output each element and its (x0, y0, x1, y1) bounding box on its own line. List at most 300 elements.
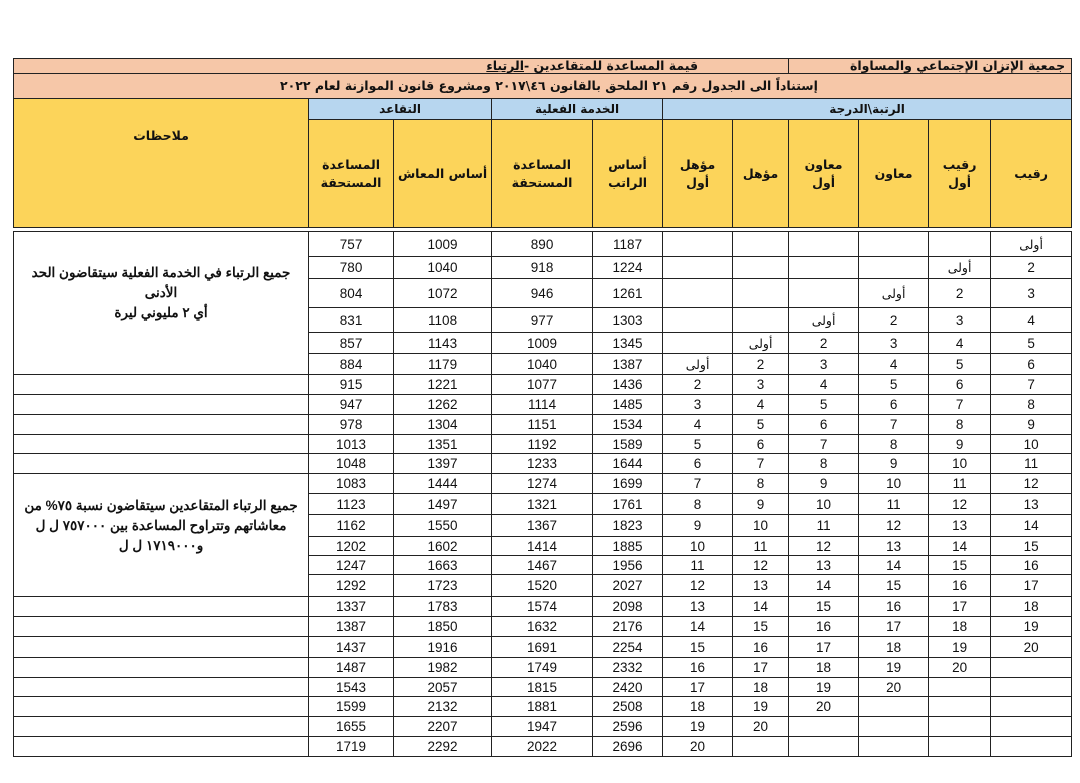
cell-muawin: 14 (859, 556, 929, 575)
sheet-title-emphasis: الرتباء (486, 58, 524, 73)
cell-pension-base: 1262 (394, 395, 492, 415)
cell-raqib (991, 658, 1072, 678)
cell-muawin-awwal: 17 (789, 637, 859, 658)
cell-retired-aid: 780 (309, 257, 394, 279)
note-empty (14, 637, 309, 658)
cell-muahhal (733, 737, 789, 757)
cell-active-aid: 946 (492, 279, 593, 308)
cell-muawin: 10 (859, 474, 929, 494)
cell-muawin-awwal: 20 (789, 697, 859, 717)
group-retirement: التقاعد (309, 99, 492, 120)
cell-muawin-awwal: 14 (789, 575, 859, 597)
cell-retired-aid: 978 (309, 415, 394, 435)
table-row (14, 435, 1072, 454)
cell-retired-aid: 915 (309, 375, 394, 395)
cell-raqib: 17 (991, 575, 1072, 597)
cell-muahhal: 9 (733, 494, 789, 515)
cell-muawin (859, 697, 929, 717)
cell-muahhal-awwal: 13 (663, 597, 733, 617)
cell-active-aid: 890 (492, 232, 593, 257)
table-row (14, 658, 1072, 678)
cell-pension-base: 1850 (394, 617, 492, 637)
cell-active-base-salary: 2596 (593, 717, 663, 737)
cell-raqib: أولى (991, 232, 1072, 257)
cell-muawin-awwal: 7 (789, 435, 859, 454)
cell-pension-base: 1602 (394, 537, 492, 556)
cell-muawin: 2 (859, 308, 929, 333)
cell-muahhal-awwal: 11 (663, 556, 733, 575)
cell-muawin (859, 717, 929, 737)
cell-muawin-awwal: 6 (789, 415, 859, 435)
cell-muahhal: 15 (733, 617, 789, 637)
cell-active-aid: 1520 (492, 575, 593, 597)
cell-muawin: 17 (859, 617, 929, 637)
cell-muahhal: 12 (733, 556, 789, 575)
cell-pension-base: 2292 (394, 737, 492, 757)
cell-raqib: 12 (991, 474, 1072, 494)
col-raqib-awwal: رقيب أول (929, 120, 991, 228)
cell-muahhal (733, 232, 789, 257)
cell-muahhal-awwal: 17 (663, 678, 733, 697)
cell-active-aid: 1321 (492, 494, 593, 515)
cell-muahhal: 10 (733, 515, 789, 537)
cell-raqib-awwal: 5 (929, 354, 991, 375)
cell-active-aid: 1749 (492, 658, 593, 678)
cell-active-base-salary: 1387 (593, 354, 663, 375)
cell-raqib: 18 (991, 597, 1072, 617)
cell-active-aid: 1367 (492, 515, 593, 537)
cell-raqib-awwal: 13 (929, 515, 991, 537)
cell-pension-base: 1497 (394, 494, 492, 515)
cell-active-base-salary: 1485 (593, 395, 663, 415)
cell-active-base-salary: 2254 (593, 637, 663, 658)
cell-active-base-salary: 2508 (593, 697, 663, 717)
cell-muawin (859, 232, 929, 257)
cell-active-aid: 1233 (492, 454, 593, 474)
cell-muahhal-awwal: 7 (663, 474, 733, 494)
cell-active-aid: 1414 (492, 537, 593, 556)
col-notes: ملاحظات (14, 99, 309, 228)
cell-muahhal (733, 308, 789, 333)
cell-raqib-awwal (929, 697, 991, 717)
cell-active-base-salary: 1534 (593, 415, 663, 435)
cell-muawin: 11 (859, 494, 929, 515)
cell-raqib: 5 (991, 333, 1072, 354)
cell-muawin-awwal: 3 (789, 354, 859, 375)
group-rank: الرتبة\الدرجة (663, 99, 1072, 120)
cell-active-base-salary: 1644 (593, 454, 663, 474)
cell-raqib: 7 (991, 375, 1072, 395)
note-empty (14, 454, 309, 474)
cell-muawin: 20 (859, 678, 929, 697)
cell-active-base-salary: 2420 (593, 678, 663, 697)
cell-muawin-awwal: 9 (789, 474, 859, 494)
cell-raqib-awwal: 14 (929, 537, 991, 556)
cell-muawin-awwal: 2 (789, 333, 859, 354)
cell-raqib (991, 717, 1072, 737)
cell-muawin: 9 (859, 454, 929, 474)
cell-retired-aid: 884 (309, 354, 394, 375)
sheet-subtitle: إستناداً الى الجدول رقم ٢١ الملحق بالقانون ٤٦\٢٠١٧ ومشروع قانون الموازنة لعام ٢٠٢٢ (14, 74, 1072, 99)
cell-muawin: 13 (859, 537, 929, 556)
cell-muawin (859, 257, 929, 279)
cell-raqib-awwal: أولى (929, 257, 991, 279)
assistance-sheet (13, 58, 1071, 757)
cell-raqib-awwal (929, 232, 991, 257)
cell-muahhal-awwal: 14 (663, 617, 733, 637)
table-row (14, 415, 1072, 435)
cell-pension-base: 1179 (394, 354, 492, 375)
cell-muahhal-awwal: 6 (663, 454, 733, 474)
cell-pension-base: 1397 (394, 454, 492, 474)
cell-muawin-awwal: 4 (789, 375, 859, 395)
cell-raqib: 14 (991, 515, 1072, 537)
cell-muahhal: 17 (733, 658, 789, 678)
cell-pension-base: 1982 (394, 658, 492, 678)
cell-muahhal: أولى (733, 333, 789, 354)
col-raqib: رقيب (991, 120, 1072, 228)
note-empty (14, 737, 309, 757)
cell-muahhal-awwal (663, 333, 733, 354)
subtitle-row (14, 74, 1072, 99)
table-body (14, 228, 1072, 757)
cell-muahhal: 18 (733, 678, 789, 697)
col-active-base-salary: أساس الراتب (593, 120, 663, 228)
cell-retired-aid: 1543 (309, 678, 394, 697)
cell-retired-aid: 1202 (309, 537, 394, 556)
cell-retired-aid: 1437 (309, 637, 394, 658)
cell-retired-aid: 1162 (309, 515, 394, 537)
note-empty (14, 697, 309, 717)
cell-muawin: أولى (859, 279, 929, 308)
table-row (14, 454, 1072, 474)
cell-active-aid: 1114 (492, 395, 593, 415)
cell-muahhal-awwal: 10 (663, 537, 733, 556)
cell-muahhal-awwal: 12 (663, 575, 733, 597)
cell-retired-aid: 1719 (309, 737, 394, 757)
cell-active-base-salary: 1589 (593, 435, 663, 454)
cell-active-base-salary: 1261 (593, 279, 663, 308)
cell-active-base-salary: 1303 (593, 308, 663, 333)
cell-muahhal: 7 (733, 454, 789, 474)
organization-name: جمعية الإتزان الإجتماعي والمساواة (789, 59, 1072, 74)
cell-pension-base: 1351 (394, 435, 492, 454)
cell-muahhal-awwal: 15 (663, 637, 733, 658)
cell-raqib: 13 (991, 494, 1072, 515)
cell-muahhal: 5 (733, 415, 789, 435)
cell-raqib-awwal: 8 (929, 415, 991, 435)
cell-muahhal-awwal: 8 (663, 494, 733, 515)
cell-muawin-awwal: 5 (789, 395, 859, 415)
cell-muawin: 3 (859, 333, 929, 354)
cell-raqib: 19 (991, 617, 1072, 637)
table-row (14, 637, 1072, 658)
sheet-title: قيمة المساعدة للمتقاعدين -الرتباء (14, 59, 789, 74)
cell-retired-aid: 1083 (309, 474, 394, 494)
cell-muahhal: 11 (733, 537, 789, 556)
table-row (14, 232, 1072, 257)
cell-raqib-awwal: 19 (929, 637, 991, 658)
cell-muawin-awwal: 12 (789, 537, 859, 556)
cell-muahhal (733, 279, 789, 308)
cell-retired-aid: 1048 (309, 454, 394, 474)
cell-raqib: 3 (991, 279, 1072, 308)
cell-raqib-awwal: 2 (929, 279, 991, 308)
cell-muahhal-awwal (663, 257, 733, 279)
cell-muawin: 6 (859, 395, 929, 415)
cell-pension-base: 1783 (394, 597, 492, 617)
table-row (14, 737, 1072, 757)
cell-muahhal-awwal: 18 (663, 697, 733, 717)
table-row (14, 717, 1072, 737)
cell-active-aid: 1009 (492, 333, 593, 354)
col-pension-base: أساس المعاش (394, 120, 492, 228)
cell-retired-aid: 1337 (309, 597, 394, 617)
col-muahhal: مؤهل (733, 120, 789, 228)
cell-muahhal: 16 (733, 637, 789, 658)
cell-retired-aid: 1655 (309, 717, 394, 737)
cell-raqib-awwal: 9 (929, 435, 991, 454)
cell-muahhal-awwal: 2 (663, 375, 733, 395)
note-empty (14, 375, 309, 395)
cell-raqib-awwal: 6 (929, 375, 991, 395)
cell-pension-base: 1009 (394, 232, 492, 257)
cell-muawin-awwal (789, 737, 859, 757)
cell-active-aid: 1151 (492, 415, 593, 435)
cell-retired-aid: 1292 (309, 575, 394, 597)
note-empty (14, 415, 309, 435)
cell-muahhal-awwal: 3 (663, 395, 733, 415)
cell-active-aid: 1574 (492, 597, 593, 617)
cell-muawin: 19 (859, 658, 929, 678)
cell-muahhal-awwal: 20 (663, 737, 733, 757)
cell-active-aid: 1040 (492, 354, 593, 375)
cell-active-aid: 1815 (492, 678, 593, 697)
col-muawin-awwal: معاون أول (789, 120, 859, 228)
cell-active-aid: 1192 (492, 435, 593, 454)
note-empty (14, 717, 309, 737)
cell-active-base-salary: 2696 (593, 737, 663, 757)
cell-active-base-salary: 1956 (593, 556, 663, 575)
cell-muahhal-awwal: أولى (663, 354, 733, 375)
cell-muawin-awwal: 19 (789, 678, 859, 697)
cell-muawin: 16 (859, 597, 929, 617)
table-row (14, 474, 1072, 494)
cell-raqib: 6 (991, 354, 1072, 375)
cell-pension-base: 2057 (394, 678, 492, 697)
cell-active-base-salary: 1345 (593, 333, 663, 354)
cell-retired-aid: 857 (309, 333, 394, 354)
cell-muahhal: 14 (733, 597, 789, 617)
cell-muahhal: 8 (733, 474, 789, 494)
col-muawin: معاون (859, 120, 929, 228)
cell-retired-aid: 1247 (309, 556, 394, 575)
assistance-table (13, 58, 1072, 757)
cell-muahhal: 4 (733, 395, 789, 415)
table-row (14, 375, 1072, 395)
cell-pension-base: 2132 (394, 697, 492, 717)
cell-raqib: 8 (991, 395, 1072, 415)
cell-muawin-awwal: أولى (789, 308, 859, 333)
cell-active-base-salary: 1699 (593, 474, 663, 494)
cell-active-base-salary: 1823 (593, 515, 663, 537)
cell-active-base-salary: 1224 (593, 257, 663, 279)
cell-pension-base: 2207 (394, 717, 492, 737)
cell-raqib-awwal: 18 (929, 617, 991, 637)
note-empty (14, 435, 309, 454)
note-empty (14, 395, 309, 415)
cell-pension-base: 1663 (394, 556, 492, 575)
cell-retired-aid: 1123 (309, 494, 394, 515)
cell-retired-aid: 1387 (309, 617, 394, 637)
cell-muahhal-awwal: 19 (663, 717, 733, 737)
note-retired: جميع الرتباء المتقاعدين سيتقاضون نسبة ٧٥% من معاشاتهم وتتراوح المساعدة بين ٧٥٧٠٠٠ ل ل و١٧١٩٠٠٠ ل ل (14, 474, 309, 597)
cell-active-aid: 1947 (492, 717, 593, 737)
cell-pension-base: 1304 (394, 415, 492, 435)
table-row (14, 597, 1072, 617)
cell-muawin-awwal (789, 279, 859, 308)
cell-pension-base: 1221 (394, 375, 492, 395)
cell-muawin: 5 (859, 375, 929, 395)
cell-raqib-awwal: 4 (929, 333, 991, 354)
table-row (14, 697, 1072, 717)
cell-retired-aid: 1487 (309, 658, 394, 678)
cell-active-base-salary: 1761 (593, 494, 663, 515)
cell-raqib-awwal: 17 (929, 597, 991, 617)
note-active-service: جميع الرتباء في الخدمة الفعلية سيتقاضون الحد الأدنى أي ٢ مليوني ليرة (14, 232, 309, 375)
cell-pension-base: 1072 (394, 279, 492, 308)
cell-pension-base: 1723 (394, 575, 492, 597)
cell-muahhal: 19 (733, 697, 789, 717)
cell-pension-base: 1550 (394, 515, 492, 537)
cell-raqib (991, 737, 1072, 757)
cell-muawin: 7 (859, 415, 929, 435)
note-empty (14, 597, 309, 617)
cell-muahhal-awwal: 5 (663, 435, 733, 454)
cell-active-base-salary: 2098 (593, 597, 663, 617)
cell-active-base-salary: 2027 (593, 575, 663, 597)
cell-active-aid: 1691 (492, 637, 593, 658)
cell-muahhal-awwal: 4 (663, 415, 733, 435)
cell-raqib-awwal: 10 (929, 454, 991, 474)
cell-muawin: 8 (859, 435, 929, 454)
cell-raqib-awwal: 7 (929, 395, 991, 415)
cell-pension-base: 1444 (394, 474, 492, 494)
cell-muawin-awwal (789, 717, 859, 737)
cell-raqib-awwal (929, 737, 991, 757)
cell-raqib: 2 (991, 257, 1072, 279)
cell-raqib-awwal: 16 (929, 575, 991, 597)
cell-raqib-awwal (929, 678, 991, 697)
cell-active-base-salary: 2332 (593, 658, 663, 678)
cell-muawin: 12 (859, 515, 929, 537)
cell-muawin-awwal: 13 (789, 556, 859, 575)
title-row (14, 59, 1072, 74)
cell-muahhal: 20 (733, 717, 789, 737)
cell-muahhal: 6 (733, 435, 789, 454)
cell-active-base-salary: 1436 (593, 375, 663, 395)
cell-pension-base: 1916 (394, 637, 492, 658)
cell-raqib (991, 678, 1072, 697)
group-header-row (14, 99, 1072, 120)
cell-muawin-awwal: 16 (789, 617, 859, 637)
cell-active-aid: 918 (492, 257, 593, 279)
cell-muahhal-awwal (663, 232, 733, 257)
cell-active-aid: 977 (492, 308, 593, 333)
cell-muawin-awwal: 15 (789, 597, 859, 617)
col-active-aid: المساعدة المستحقة (492, 120, 593, 228)
cell-retired-aid: 757 (309, 232, 394, 257)
note-empty (14, 678, 309, 697)
cell-retired-aid: 1599 (309, 697, 394, 717)
note-empty (14, 658, 309, 678)
cell-muawin: 15 (859, 575, 929, 597)
cell-active-aid: 1467 (492, 556, 593, 575)
cell-active-aid: 1881 (492, 697, 593, 717)
cell-muahhal-awwal: 16 (663, 658, 733, 678)
group-active-service: الخدمة الفعلية (492, 99, 663, 120)
table-row (14, 395, 1072, 415)
cell-muawin-awwal: 18 (789, 658, 859, 678)
cell-muawin-awwal: 11 (789, 515, 859, 537)
table-row (14, 678, 1072, 697)
cell-raqib-awwal: 20 (929, 658, 991, 678)
cell-pension-base: 1108 (394, 308, 492, 333)
cell-active-base-salary: 2176 (593, 617, 663, 637)
col-muahhal-awwal: مؤهل أول (663, 120, 733, 228)
col-retired-aid: المساعدة المستحقة (309, 120, 394, 228)
cell-muawin-awwal (789, 257, 859, 279)
cell-retired-aid: 947 (309, 395, 394, 415)
cell-retired-aid: 1013 (309, 435, 394, 454)
cell-raqib-awwal: 15 (929, 556, 991, 575)
note-empty (14, 617, 309, 637)
cell-raqib: 15 (991, 537, 1072, 556)
cell-muawin: 18 (859, 637, 929, 658)
cell-muahhal (733, 257, 789, 279)
cell-active-aid: 2022 (492, 737, 593, 757)
cell-muawin-awwal: 8 (789, 454, 859, 474)
cell-muahhal-awwal (663, 308, 733, 333)
cell-muawin: 4 (859, 354, 929, 375)
table-row (14, 617, 1072, 637)
cell-raqib: 16 (991, 556, 1072, 575)
cell-retired-aid: 804 (309, 279, 394, 308)
cell-retired-aid: 831 (309, 308, 394, 333)
cell-active-base-salary: 1885 (593, 537, 663, 556)
cell-muahhal: 2 (733, 354, 789, 375)
cell-raqib-awwal (929, 717, 991, 737)
cell-raqib-awwal: 11 (929, 474, 991, 494)
cell-active-aid: 1274 (492, 474, 593, 494)
cell-muawin-awwal (789, 232, 859, 257)
cell-active-aid: 1632 (492, 617, 593, 637)
cell-raqib: 4 (991, 308, 1072, 333)
cell-muahhal: 3 (733, 375, 789, 395)
cell-active-aid: 1077 (492, 375, 593, 395)
cell-active-base-salary: 1187 (593, 232, 663, 257)
cell-muahhal-awwal: 9 (663, 515, 733, 537)
cell-muahhal-awwal (663, 279, 733, 308)
cell-raqib (991, 697, 1072, 717)
cell-raqib-awwal: 12 (929, 494, 991, 515)
cell-pension-base: 1040 (394, 257, 492, 279)
cell-muawin (859, 737, 929, 757)
cell-muahhal: 13 (733, 575, 789, 597)
cell-raqib: 10 (991, 435, 1072, 454)
cell-raqib: 20 (991, 637, 1072, 658)
cell-muawin-awwal: 10 (789, 494, 859, 515)
